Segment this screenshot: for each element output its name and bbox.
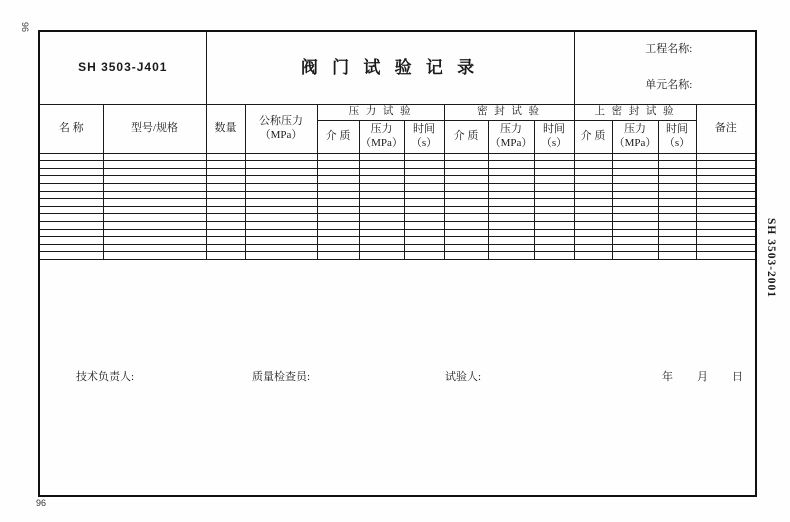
col-header-name: 名 称 bbox=[39, 104, 103, 153]
body-cell bbox=[39, 214, 103, 222]
body-cell bbox=[488, 191, 534, 199]
body-cell bbox=[39, 221, 103, 229]
body-cell bbox=[444, 183, 488, 191]
sub-header-time-3 bbox=[658, 120, 696, 153]
table-row bbox=[39, 214, 756, 222]
pressure-line2: （MPa） bbox=[489, 136, 533, 149]
body-cell bbox=[658, 161, 696, 169]
table-row bbox=[39, 161, 756, 169]
date-labels bbox=[662, 371, 743, 385]
body-cell bbox=[534, 168, 574, 176]
body-cell bbox=[696, 191, 756, 199]
body-cell bbox=[658, 191, 696, 199]
body-cell bbox=[696, 161, 756, 169]
pressure-test-label: 压 力 试 验 bbox=[348, 106, 413, 118]
body-cell bbox=[245, 221, 317, 229]
body-cell bbox=[534, 161, 574, 169]
body-cell bbox=[245, 168, 317, 176]
body-cell bbox=[103, 191, 206, 199]
body-cell bbox=[574, 214, 612, 222]
body-cell bbox=[245, 183, 317, 191]
body-cell bbox=[103, 183, 206, 191]
body-cell bbox=[317, 206, 359, 214]
body-cell bbox=[444, 206, 488, 214]
body-cell bbox=[574, 191, 612, 199]
sub-header-pressure-2 bbox=[488, 120, 534, 153]
body-cell bbox=[206, 153, 245, 161]
body-cell bbox=[574, 183, 612, 191]
body-cell bbox=[574, 176, 612, 184]
sub-header-medium-2: 介 质 bbox=[444, 120, 488, 153]
table-row bbox=[39, 229, 756, 237]
body-cell bbox=[612, 221, 658, 229]
body-cell bbox=[39, 161, 103, 169]
body-cell bbox=[206, 199, 245, 207]
body-cell bbox=[488, 168, 534, 176]
body-cell bbox=[39, 244, 103, 252]
body-cell bbox=[359, 199, 404, 207]
table-row bbox=[39, 183, 756, 191]
table-row bbox=[39, 168, 756, 176]
body-cell bbox=[444, 252, 488, 260]
body-cell bbox=[359, 176, 404, 184]
body-cell bbox=[404, 229, 444, 237]
body-cell bbox=[696, 237, 756, 245]
body-cell bbox=[612, 199, 658, 207]
body-cell bbox=[317, 244, 359, 252]
body-cell bbox=[658, 199, 696, 207]
body-cell bbox=[245, 161, 317, 169]
body-cell bbox=[206, 252, 245, 260]
body-cell bbox=[534, 153, 574, 161]
body-cell bbox=[103, 229, 206, 237]
signature-cell bbox=[39, 260, 756, 496]
body-cell bbox=[574, 153, 612, 161]
seal-test-label: 密 封 试 验 bbox=[477, 106, 541, 118]
body-cell bbox=[359, 221, 404, 229]
body-cell bbox=[444, 214, 488, 222]
body-cell bbox=[444, 153, 488, 161]
body-cell bbox=[206, 168, 245, 176]
body-cell bbox=[206, 183, 245, 191]
body-cell bbox=[245, 176, 317, 184]
body-cell bbox=[404, 221, 444, 229]
body-cell bbox=[574, 252, 612, 260]
body-cell bbox=[612, 176, 658, 184]
body-cell bbox=[488, 199, 534, 207]
body-cell bbox=[245, 191, 317, 199]
body-cell bbox=[404, 161, 444, 169]
body-cell bbox=[696, 168, 756, 176]
body-cell bbox=[206, 176, 245, 184]
body-cell bbox=[245, 214, 317, 222]
body-cell bbox=[534, 214, 574, 222]
body-cell bbox=[103, 221, 206, 229]
body-cell bbox=[359, 183, 404, 191]
body-cell bbox=[103, 237, 206, 245]
body-cell bbox=[658, 221, 696, 229]
tech-lead-label: 技术负责人: bbox=[76, 370, 135, 383]
time-line1: 时间 bbox=[666, 122, 689, 135]
body-cell bbox=[658, 206, 696, 214]
body-cell bbox=[534, 244, 574, 252]
body-cell bbox=[488, 244, 534, 252]
table-row bbox=[39, 221, 756, 229]
body-cell bbox=[488, 252, 534, 260]
body-cell bbox=[612, 206, 658, 214]
body-cell bbox=[534, 252, 574, 260]
col-header-remark: 备注 bbox=[696, 104, 756, 153]
body-cell bbox=[696, 206, 756, 214]
body-cell bbox=[317, 221, 359, 229]
body-cell bbox=[444, 244, 488, 252]
page-number: 96 bbox=[36, 498, 47, 508]
body-cell bbox=[317, 161, 359, 169]
body-cell bbox=[317, 153, 359, 161]
group-header-pressure-test bbox=[317, 104, 444, 120]
body-cell bbox=[404, 244, 444, 252]
body-cell bbox=[206, 221, 245, 229]
body-cell bbox=[404, 252, 444, 260]
signature-row bbox=[39, 260, 756, 496]
valve-test-record-table bbox=[38, 30, 757, 497]
pressure-line1: 压力 bbox=[624, 122, 647, 135]
body-cell bbox=[39, 153, 103, 161]
body-cell bbox=[612, 229, 658, 237]
body-cell bbox=[317, 176, 359, 184]
body-cell bbox=[574, 229, 612, 237]
body-cell bbox=[317, 168, 359, 176]
body-cell bbox=[612, 168, 658, 176]
body-cell bbox=[696, 153, 756, 161]
sub-header-pressure-1 bbox=[359, 120, 404, 153]
quality-inspector-label: 质量检查员: bbox=[252, 370, 311, 383]
body-cell bbox=[103, 244, 206, 252]
body-cell bbox=[658, 214, 696, 222]
col-header-model-spec: 型号/规格 bbox=[103, 104, 206, 153]
body-cell bbox=[488, 214, 534, 222]
body-cell bbox=[103, 161, 206, 169]
body-cell bbox=[696, 252, 756, 260]
body-cell bbox=[317, 252, 359, 260]
body-cell bbox=[39, 206, 103, 214]
body-cell bbox=[103, 199, 206, 207]
table-row bbox=[39, 206, 756, 214]
body-cell bbox=[206, 229, 245, 237]
body-cell bbox=[245, 252, 317, 260]
body-cell bbox=[696, 199, 756, 207]
duplex-page-number: 96 bbox=[20, 21, 31, 33]
nominal-pressure-line2: （MPa） bbox=[259, 128, 303, 141]
body-cell bbox=[317, 214, 359, 222]
body-cell bbox=[534, 237, 574, 245]
body-cell bbox=[317, 183, 359, 191]
body-cell bbox=[658, 168, 696, 176]
form-title-cell bbox=[206, 31, 574, 104]
body-cell bbox=[574, 244, 612, 252]
body-cell bbox=[245, 237, 317, 245]
table-row bbox=[39, 176, 756, 184]
sub-header-medium-3: 介 质 bbox=[574, 120, 612, 153]
body-cell bbox=[39, 191, 103, 199]
body-cell bbox=[612, 244, 658, 252]
body-cell bbox=[103, 153, 206, 161]
body-cell bbox=[444, 229, 488, 237]
body-cell bbox=[359, 191, 404, 199]
body-cell bbox=[317, 199, 359, 207]
pressure-line2: （MPa） bbox=[613, 136, 657, 149]
body-cell bbox=[206, 161, 245, 169]
body-cell bbox=[574, 237, 612, 245]
standard-side-label: SH 3503-2001 bbox=[765, 217, 777, 299]
time-line1: 时间 bbox=[413, 122, 436, 135]
body-cell bbox=[245, 206, 317, 214]
body-cell bbox=[359, 244, 404, 252]
body-cell bbox=[317, 237, 359, 245]
body-cell bbox=[245, 229, 317, 237]
body-cell bbox=[696, 244, 756, 252]
nominal-pressure-line1: 公称压力 bbox=[259, 114, 304, 127]
body-cell bbox=[534, 199, 574, 207]
body-cell bbox=[404, 153, 444, 161]
body-cell bbox=[658, 244, 696, 252]
body-cell bbox=[359, 153, 404, 161]
project-info-cell bbox=[574, 31, 756, 104]
pressure-line2: （MPa） bbox=[360, 136, 403, 149]
body-cell bbox=[696, 214, 756, 222]
body-cell bbox=[534, 229, 574, 237]
time-line2: （s） bbox=[663, 136, 691, 149]
project-name-label: 工程名称: bbox=[645, 43, 693, 55]
group-header-row bbox=[39, 104, 756, 120]
body-cell bbox=[39, 252, 103, 260]
body-cell bbox=[39, 237, 103, 245]
body-cell bbox=[574, 221, 612, 229]
body-cell bbox=[612, 237, 658, 245]
body-cell bbox=[444, 191, 488, 199]
title-band bbox=[39, 31, 756, 104]
body-cell bbox=[488, 229, 534, 237]
body-cell bbox=[658, 229, 696, 237]
month-label: 月 bbox=[697, 370, 709, 383]
table-row bbox=[39, 191, 756, 199]
body-cell bbox=[534, 176, 574, 184]
col-header-nominal-pressure bbox=[245, 104, 317, 153]
body-cell bbox=[404, 237, 444, 245]
body-cell bbox=[39, 183, 103, 191]
body-cell bbox=[404, 199, 444, 207]
body-cell bbox=[359, 206, 404, 214]
body-cell bbox=[658, 252, 696, 260]
body-cell bbox=[317, 229, 359, 237]
body-cell bbox=[488, 153, 534, 161]
body-cell bbox=[534, 183, 574, 191]
body-cell bbox=[206, 237, 245, 245]
body-cell bbox=[103, 176, 206, 184]
upper-seal-test-label: 上 密 封 试 验 bbox=[594, 106, 676, 118]
body-cell bbox=[534, 221, 574, 229]
body-cell bbox=[658, 183, 696, 191]
body-cell bbox=[444, 161, 488, 169]
body-cell bbox=[612, 191, 658, 199]
body-cell bbox=[317, 191, 359, 199]
body-cell bbox=[359, 229, 404, 237]
body-cell bbox=[359, 168, 404, 176]
body-cell bbox=[404, 206, 444, 214]
sub-header-time-1 bbox=[404, 120, 444, 153]
body-cell bbox=[404, 191, 444, 199]
body-cell bbox=[444, 221, 488, 229]
body-cell bbox=[359, 214, 404, 222]
sub-header-medium-1: 介 质 bbox=[317, 120, 359, 153]
body-cell bbox=[444, 168, 488, 176]
unit-name-label: 单元名称: bbox=[645, 78, 693, 91]
body-cell bbox=[696, 229, 756, 237]
table-row bbox=[39, 237, 756, 245]
pressure-line1: 压力 bbox=[370, 122, 393, 135]
body-cell bbox=[534, 191, 574, 199]
form-code-cell bbox=[39, 31, 206, 104]
body-cell bbox=[488, 221, 534, 229]
body-cell bbox=[658, 176, 696, 184]
body-cell bbox=[488, 176, 534, 184]
body-cell bbox=[488, 206, 534, 214]
body-cell bbox=[359, 252, 404, 260]
body-cell bbox=[444, 199, 488, 207]
body-cell bbox=[404, 214, 444, 222]
table-row bbox=[39, 153, 756, 161]
body-cell bbox=[444, 237, 488, 245]
form-title: 阀 门 试 验 记 录 bbox=[300, 58, 480, 78]
body-cell bbox=[206, 191, 245, 199]
body-cell bbox=[488, 237, 534, 245]
time-line1: 时间 bbox=[543, 122, 566, 135]
body-cell bbox=[404, 183, 444, 191]
body-cell bbox=[404, 176, 444, 184]
time-line2: （s） bbox=[540, 136, 568, 149]
sub-header-time-2 bbox=[534, 120, 574, 153]
body-cell bbox=[696, 221, 756, 229]
body-cell bbox=[39, 168, 103, 176]
day-label: 日 bbox=[732, 370, 744, 383]
body-cell bbox=[359, 161, 404, 169]
body-cell bbox=[206, 244, 245, 252]
body-cell bbox=[574, 168, 612, 176]
time-line2: （s） bbox=[410, 136, 438, 149]
body-cell bbox=[103, 214, 206, 222]
body-cell bbox=[612, 153, 658, 161]
year-label: 年 bbox=[662, 370, 674, 383]
body-cell bbox=[488, 183, 534, 191]
body-cell bbox=[103, 168, 206, 176]
body-cell bbox=[612, 161, 658, 169]
body-cell bbox=[612, 214, 658, 222]
table-row bbox=[39, 252, 756, 260]
body-cell bbox=[612, 252, 658, 260]
body-cell bbox=[696, 183, 756, 191]
body-cell bbox=[39, 199, 103, 207]
col-header-quantity: 数量 bbox=[206, 104, 245, 153]
group-header-upper-seal-test bbox=[574, 104, 696, 120]
body-cell bbox=[444, 176, 488, 184]
tester-label: 试验人: bbox=[445, 370, 482, 383]
body-cell bbox=[39, 176, 103, 184]
body-cell bbox=[245, 199, 317, 207]
body-cell bbox=[206, 214, 245, 222]
group-header-seal-test bbox=[444, 104, 574, 120]
table-row bbox=[39, 244, 756, 252]
body-cell bbox=[103, 206, 206, 214]
body-cell bbox=[574, 199, 612, 207]
body-cell bbox=[658, 153, 696, 161]
body-cell bbox=[574, 206, 612, 214]
body-cell bbox=[206, 206, 245, 214]
body-cell bbox=[574, 161, 612, 169]
body-cell bbox=[534, 206, 574, 214]
body-cell bbox=[612, 183, 658, 191]
table-row bbox=[39, 199, 756, 207]
body-cell bbox=[488, 161, 534, 169]
body-cell bbox=[696, 176, 756, 184]
body-cell bbox=[245, 244, 317, 252]
body-cell bbox=[103, 252, 206, 260]
body-cell bbox=[39, 229, 103, 237]
pressure-line1: 压力 bbox=[500, 122, 523, 135]
body-cell bbox=[359, 237, 404, 245]
body-cell bbox=[658, 237, 696, 245]
body-cell bbox=[404, 168, 444, 176]
form-code: SH 3503-J401 bbox=[78, 59, 168, 74]
body-cell bbox=[245, 153, 317, 161]
body-rows bbox=[39, 153, 756, 260]
sub-header-pressure-3 bbox=[612, 120, 658, 153]
